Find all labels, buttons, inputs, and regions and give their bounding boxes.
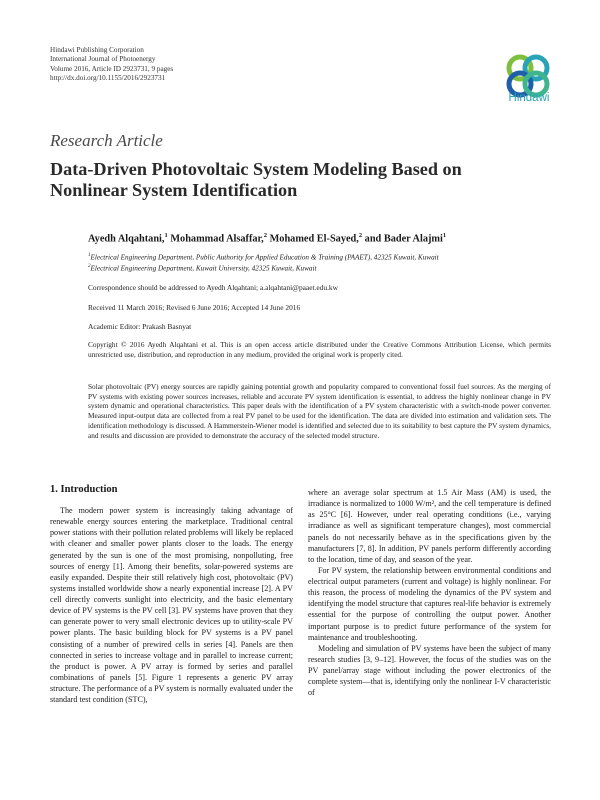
author-name: Mohammad Alsaffar,: [167, 233, 264, 245]
author-list: [88, 232, 446, 244]
journal-name: International Journal of Photoenergy: [50, 55, 156, 64]
body-paragraph: For PV system, the relationship between environmental conditions and electrical output parameters (current and voltage) is highly nonlinear. For this reason, the process of modeling the dynamics of the PV system and identifying the model structure that captures real-life behavior is extremely essential for the purpose of controlling the output power. Another important purpose is to predict future performance of the system for maintenance and troubleshooting.: [308, 565, 551, 642]
title-line: Nonlinear System Identification: [50, 180, 298, 200]
journal-header: [50, 46, 173, 83]
author-affiliation-mark: 1: [442, 232, 447, 239]
author-name: and Bader Alajmi: [362, 233, 443, 245]
author-name: Mohamed El-Sayed,: [267, 233, 359, 245]
publisher-name: Hindawi Publishing Corporation: [50, 46, 144, 54]
body-paragraph: where an average solar spectrum at 1.5 Air Mass (AM) is used, the irradiance is normalized to 1000 W/m², and the cell temperature is defined as 25°C [6]. However, under real operating conditions (i.e., varying irradiance as well as significant temperature changes), most commercial panels do not necessarily behave as in the specifications given by the manufacturers [7, 8]. In addition, PV panels perform differently according to the location, time of day, and season of the year.: [308, 488, 551, 564]
doi-link[interactable]: http://dx.doi.org/10.1155/2016/2923731: [50, 73, 166, 82]
author-affiliation-mark: 1: [164, 232, 168, 239]
article-dates: Received 11 March 2016; Revised 6 June 2016; Accepted 14 June 2016: [88, 303, 301, 312]
author-name: Ayedh Alqahtani,: [88, 233, 165, 245]
left-column: [50, 505, 293, 705]
academic-editor: Academic Editor: Prakash Basnyat: [88, 322, 192, 331]
copyright-notice: Copyright © 2016 Ayedh Alqahtani et al. This is an open access article distributed under the Creative Commons Attribution License, which permits unrestricted use, distribution, and reproduction in any medium, provided the original work is properly cited.: [88, 340, 551, 359]
article-type: Research Article: [50, 131, 163, 150]
paper-title: [50, 159, 520, 201]
abstract: Solar photovoltaic (PV) energy sources are rapidly gaining potential growth and popularity compared to conventional fossil fuel sources. As the merging of PV systems with existing power sources increases, reliable and accurate PV system identification is essential, to address the highly nonlinear change in PV system dynamic and operational characteristics. This paper deals with the identification of a PV system characteristic with a switch-mode power converter. Measured input-output data are collected from a real PV panel to be used for the identification. The data are divided into estimation and validation sets. The identification methodology is discussed. A Hammerstein-Wiener model is identified and selected due to its suitability to best capture the PV system dynamics, and results and discussion are provided to demonstrate the accuracy of the selected model structure.: [88, 382, 551, 440]
section-heading: 1. Introduction: [50, 484, 118, 495]
hindawi-logo-text: Hindawi: [508, 92, 550, 104]
body-paragraph: The modern power system is increasingly taking advantage of renewable energy sources entering the marketplace. Traditional central power stations with their pollution related problems will likely be replaced with cleaner and smaller power plants closer to the loads. The energy generated by the sun is one of the most promising, nonpolluting, free sources of energy [1]. Among their benefits, solar-powered systems are easily expanded. Despite their still relatively high cost, photovoltaic (PV) systems installed worldwide show a nearly exponential increase [2]. A PV cell directly converts sunlight into electricity, and the basic elementary device of PV systems is the PV cell [3]. PV systems have proven that they can generate power to very small electronic devices up to utility-scale PV power plants. The basic building block for PV systems is a PV panel consisting of a number of prewired cells in series [4]. Panels are then connected in series to increase voltage and in parallel to increase current; the product is power. A PV array is formed by series and parallel combinations of panels [5]. Figure 1 represents a generic PV array structure. The performance of a PV system is normally evaluated under the standard test condition (STC),: [50, 506, 293, 705]
affiliation: $^1$Electrical Engineering Department, Public Authority for Applied Education & Training (PAAET), 42325 Kuwait, Kuwait: [88, 253, 439, 262]
volume-info: Volume 2016, Article ID 2923731, 9 pages: [50, 64, 174, 73]
affiliation: $^2$Electrical Engineering Department, Kuwait University, 42325 Kuwait, Kuwait: [88, 264, 317, 273]
body-paragraph: Modeling and simulation of PV systems have been the subject of many research studies [3, 9–12]. However, the focus of the studies was on the PV panel/array stage without including the power electronics of the complete system—that is, identifying only the nonlinear I-V characteristic of: [308, 643, 551, 698]
author-affiliation-mark: 2: [263, 232, 268, 239]
author-affiliation-mark: 2: [358, 232, 363, 239]
right-column: [308, 487, 551, 698]
correspondence: Correspondence should be addressed to Ayedh Alqahtani; a.alqahtani@paaet.edu.kw: [88, 283, 338, 292]
title-line: Data-Driven Photovoltaic System Modeling Based on: [50, 159, 462, 179]
